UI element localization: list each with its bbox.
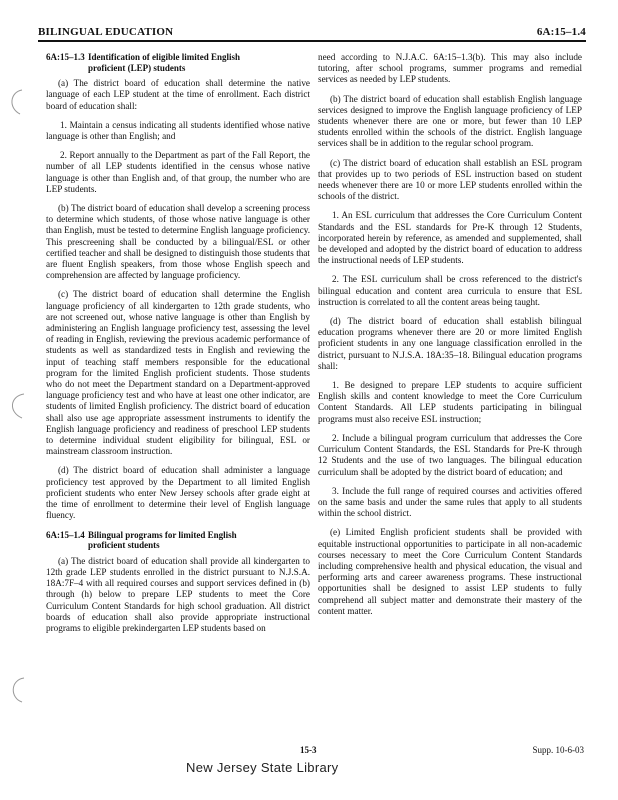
paragraph-item: 1. Maintain a census indicating all students identified whose native language is other than English; and [46, 119, 310, 141]
paragraph-item: 2. The ESL curriculum shall be cross referenced to the district's bilingual education and content area curricula to ensure that ESL instruction is correlated to all the content areas being taught. [318, 274, 582, 307]
section-heading-1-3 [46, 52, 310, 73]
punch-hole-mark-icon [4, 392, 34, 420]
section-number: 6A:15–1.4 [46, 529, 85, 540]
paragraph: (b) The district board of education shall establish English language services designed to improve the English language proficiency of LEP students whenever there are one or more, but fewer than 10 LEP students enrolled within the schools of the district. English language services shall be in addition to the regular school program. [318, 93, 582, 149]
header-section-number: 6A:15–1.4 [536, 26, 586, 38]
punch-hole-mark-icon [4, 676, 34, 704]
paragraph-continued: need according to N.J.A.C. 6A:15–1.3(b). This may also include tutoring, after school programs, summer programs and remedial services as needed by LEP students. [318, 52, 582, 85]
paragraph: (c) The district board of education shall determine the English language proficiency of all kindergarten to 12th grade students, who are not screened out, whose native language is other than English by administering an English language proficiency test, assessing the level of reading in English, reviewing the previous academic performance of students as well as standardized tests in English and reviewing the input of teaching staff members responsible for the educational program for the limited English proficient students. Those students who do not meet the Department standard on a Department-approved language proficiency test and who have at least one other indicator, are students of limited English proficiency. The district board of education shall also use age appropriate assessment instruments to identify the English language proficiency and readiness of preschool LEP students to determine individual student eligibility for bilingual, ESL or mainstream classroom instruction. [46, 289, 310, 457]
section-title-cont: proficient (LEP) students [88, 62, 186, 73]
paragraph-item: 2. Report annually to the Department as part of the Fall Report, the number of all LEP students identified in the census whose native language is other than English and, of that group, the number who are LEP students. [46, 150, 310, 194]
running-header [38, 22, 586, 42]
paragraph-item: 2. Include a bilingual program curriculum that addresses the Core Curriculum Content Standards, the ESL Standards for Pre-K through 12 Students and the use of two languages. The bilingual education curriculum shall be adopted by the district board of education; and [318, 432, 582, 477]
library-watermark: New Jersey State Library [186, 760, 339, 775]
paragraph: (d) The district board of education shall establish bilingual education programs whenever there are 20 or more limited English proficient students in any one language classification enrolled in the district, pursuant to N.J.S.A. 18A:35–18. Bilingual education programs shall: [318, 316, 582, 371]
paragraph: (a) The district board of education shall provide all kindergarten to 12th grade LEP students enrolled in the district pursuant to N.J.S.A. 18A:7F–4 with all required courses and support services defined in (b) through (h) below to prepare LEP students to meet the Core Curriculum Content Standards for high school graduation. All district boards of education shall also provide appropriate instructional programs to eligible prekindergarten LEP students based on [46, 555, 310, 633]
paragraph: (a) The district board of education shall determine the native language of each LEP student at the time of enrollment. Each district board of education shall: [46, 78, 310, 111]
paragraph-item: 3. Include the full range of required courses and activities offered on the same basis and under the same rules that apply to all students within the school district. [318, 485, 582, 519]
section-title: Bilingual programs for limited English [88, 529, 237, 540]
paragraph-item: 1. Be designed to prepare LEP students to acquire sufficient English skills and content knowledge to meet the Core Curriculum Content Standards. All LEP students participating in bilingual programs must also receive ESL instruction; [318, 380, 582, 424]
section-title: Identification of eligible limited English [88, 52, 241, 62]
header-title: BILINGUAL EDUCATION [38, 26, 174, 38]
right-column [318, 52, 582, 625]
punch-hole-mark-icon [4, 88, 34, 116]
supplement-date: Supp. 10-6-03 [532, 745, 584, 755]
paragraph-item: 1. An ESL curriculum that addresses the Core Curriculum Content Standards and the ESL standards for Pre-K through 12 Students, incorporated herein by reference, as amended and supplemented, shall be developed and adopted by the district board of education to address the instructional needs of LEP students. [318, 210, 582, 266]
section-title-cont: proficient students [88, 540, 160, 551]
paragraph: (c) The district board of education shall establish an ESL program that provides up to two periods of ESL instruction based on student needs whenever there are 10 or more LEP students enrolled within the schools of the district. [318, 157, 582, 202]
paragraph: (e) Limited English proficient students shall be provided with equitable instructional opportunities to participate in all non-academic courses necessary to meet the Core Curriculum Content Standards including comprehensive health and physical education, the visual and performing arts and career awareness programs. These instructional opportunities shall be designed to assist LEP students to fully comprehend all subject matter and demonstrate their mastery of the content matter. [318, 527, 582, 616]
paragraph: (b) The district board of education shall develop a screening process to determine which students, of those whose native language is other than English, must be tested to determine English language proficiency. This prescreening shall be conducted by a bilingual/ESL or other certified teacher and shall be designed to distinguish those students that are fluent English speakers, from those whose English speech and comprehension are affected by language proficiency. [46, 203, 310, 281]
section-number: 6A:15–1.3 [46, 52, 85, 62]
page-number: 15-3 [300, 745, 317, 755]
paragraph: (d) The district board of education shall administer a language proficiency test approved by the Department to all limited English proficient students who enter New Jersey schools after grade eight at the time of enrollment to determine their level of English language fluency. [46, 465, 310, 521]
section-heading-1-4 [46, 530, 310, 551]
left-column [46, 52, 310, 642]
